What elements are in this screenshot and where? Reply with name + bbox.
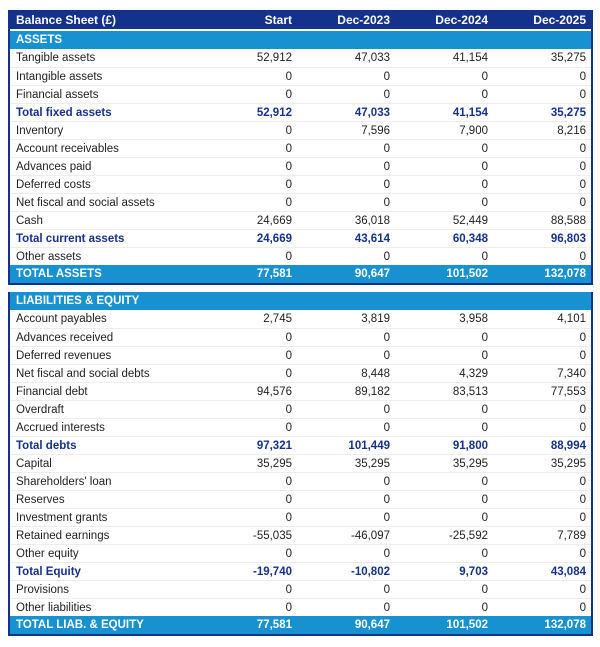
cell-value: 91,800 [452, 439, 488, 452]
cell-value: 0 [285, 250, 292, 263]
row-label: Total debts [16, 439, 77, 452]
table-row [10, 211, 591, 229]
table-row [10, 400, 591, 418]
table-row [10, 193, 591, 211]
table-row [10, 103, 591, 121]
cell-value: 0 [481, 493, 488, 506]
row-label: Overdraft [16, 403, 64, 416]
assets-section [10, 31, 591, 283]
cell-value: 0 [383, 601, 390, 614]
cell-value: 89,182 [354, 385, 390, 398]
row-label: Inventory [16, 124, 64, 137]
row-label: Retained earnings [16, 529, 110, 542]
cell-value: 0 [579, 547, 586, 560]
cell-value: 0 [579, 160, 586, 173]
row-label: Net fiscal and social debts [16, 367, 150, 380]
cell-value: 0 [579, 331, 586, 344]
cell-value: 3,819 [361, 313, 390, 325]
cell-value: 0 [579, 475, 586, 488]
cell-value: 0 [579, 403, 586, 416]
assets-block [8, 10, 593, 285]
cell-value: 0 [383, 511, 390, 524]
cell-value: 0 [285, 421, 292, 434]
cell-value: 0 [481, 88, 488, 101]
cell-value: 0 [481, 178, 488, 191]
cell-value: 0 [383, 475, 390, 488]
row-label: Other assets [16, 250, 82, 263]
cell-value: 0 [579, 601, 586, 614]
cell-value: 0 [383, 349, 390, 362]
table-row [10, 580, 591, 598]
cell-value: 0 [481, 421, 488, 434]
cell-value: 8,216 [557, 124, 586, 137]
row-label: Shareholders' loan [16, 475, 112, 488]
cell-value: 77,553 [550, 385, 586, 398]
cell-value: 77,581 [256, 268, 292, 280]
cell-value: 35,275 [550, 106, 586, 119]
row-label: Deferred costs [16, 178, 91, 191]
table-row [10, 247, 591, 265]
cell-value: 101,502 [446, 268, 488, 280]
section-header-label: LIABILITIES & EQUITY [16, 295, 140, 307]
table-title: Balance Sheet (£) [16, 12, 117, 27]
cell-value: 0 [383, 160, 390, 173]
cell-value: 88,994 [550, 439, 586, 452]
cell-value: 24,669 [256, 214, 292, 227]
cell-value: 7,340 [557, 367, 586, 380]
cell-value: 77,581 [256, 619, 292, 631]
cell-value: 0 [481, 583, 488, 596]
row-label: Other liabilities [16, 601, 92, 614]
table-header-row [10, 10, 591, 31]
cell-value: -25,592 [448, 529, 488, 542]
cell-value: 132,078 [544, 268, 586, 280]
cell-value: 0 [579, 196, 586, 209]
cell-value: 0 [383, 493, 390, 506]
row-label: Net fiscal and social assets [16, 196, 155, 209]
table-row [10, 472, 591, 490]
row-label: Provisions [16, 583, 70, 596]
cell-value: -55,035 [252, 529, 292, 542]
table-row [10, 265, 591, 283]
cell-value: 52,912 [256, 52, 292, 64]
cell-value: -10,802 [350, 565, 390, 578]
cell-value: 0 [481, 349, 488, 362]
row-label: Total current assets [16, 232, 125, 245]
cell-value: 35,295 [354, 457, 390, 470]
cell-value: 0 [579, 178, 586, 191]
cell-value: 24,669 [256, 232, 292, 245]
row-label: Cash [16, 214, 43, 227]
cell-value: 0 [383, 250, 390, 263]
row-label: Total fixed assets [16, 106, 112, 119]
cell-value: 101,502 [446, 619, 488, 631]
cell-value: 0 [285, 70, 292, 83]
table-row [10, 175, 591, 193]
cell-value: 0 [383, 70, 390, 83]
cell-value: 3,958 [459, 313, 488, 325]
cell-value: 90,647 [354, 268, 390, 280]
cell-value: 0 [285, 331, 292, 344]
cell-value: 0 [579, 511, 586, 524]
row-label: Accrued interests [16, 421, 105, 434]
row-label: Intangible assets [16, 70, 103, 83]
table-row [10, 508, 591, 526]
cell-value: 35,275 [550, 52, 586, 64]
table-row [10, 598, 591, 616]
cell-value: 0 [285, 160, 292, 173]
cell-value: 0 [285, 583, 292, 596]
table-row [10, 364, 591, 382]
section-header-label: ASSETS [16, 34, 63, 46]
table-row [10, 436, 591, 454]
table-row [10, 544, 591, 562]
table-row [10, 229, 591, 247]
table-row [10, 157, 591, 175]
row-label: Account payables [16, 313, 107, 325]
cell-value: 0 [285, 547, 292, 560]
cell-value: 0 [481, 403, 488, 416]
column-header-dec-2025: Dec-2025 [533, 12, 586, 27]
cell-value: 35,295 [256, 457, 292, 470]
cell-value: 0 [481, 196, 488, 209]
cell-value: 0 [579, 493, 586, 506]
row-label: Advances received [16, 331, 114, 344]
liabilities-equity-block [8, 292, 593, 636]
cell-value: 88,588 [550, 214, 586, 227]
table-row [10, 454, 591, 472]
cell-value: 0 [285, 493, 292, 506]
row-label: Capital [16, 457, 52, 470]
cell-value: 35,295 [550, 457, 586, 470]
table-row [10, 85, 591, 103]
cell-value: 0 [383, 583, 390, 596]
cell-value: 0 [383, 547, 390, 560]
cell-value: 0 [579, 349, 586, 362]
cell-value: 0 [481, 331, 488, 344]
cell-value: 4,101 [557, 313, 586, 325]
cell-value: 35,295 [452, 457, 488, 470]
cell-value: 94,576 [256, 385, 292, 398]
cell-value: 2,745 [263, 313, 292, 325]
cell-value: 0 [579, 583, 586, 596]
liabilities-equity-section [10, 292, 591, 634]
cell-value: 52,449 [452, 214, 488, 227]
table-row [10, 139, 591, 157]
table-row [10, 382, 591, 400]
row-label: TOTAL ASSETS [16, 268, 102, 280]
cell-value: 0 [285, 367, 292, 380]
cell-value: 0 [285, 349, 292, 362]
table-row [10, 49, 591, 67]
table-row [10, 562, 591, 580]
cell-value: 0 [579, 142, 586, 155]
cell-value: 0 [579, 421, 586, 434]
section-header [10, 292, 591, 310]
cell-value: 41,154 [452, 106, 488, 119]
cell-value: 0 [481, 142, 488, 155]
cell-value: 0 [285, 124, 292, 137]
cell-value: 0 [579, 88, 586, 101]
column-header-dec-2024: Dec-2024 [435, 12, 488, 27]
cell-value: 0 [383, 403, 390, 416]
cell-value: 0 [383, 88, 390, 101]
table-row [10, 67, 591, 85]
table-row [10, 121, 591, 139]
cell-value: 7,789 [557, 529, 586, 542]
cell-value: 0 [285, 403, 292, 416]
column-header-dec-2023: Dec-2023 [337, 12, 390, 27]
cell-value: 0 [383, 178, 390, 191]
cell-value: 43,614 [354, 232, 390, 245]
row-label: Total Equity [16, 565, 81, 578]
cell-value: 0 [285, 88, 292, 101]
cell-value: 132,078 [544, 619, 586, 631]
table-row [10, 328, 591, 346]
cell-value: -19,740 [252, 565, 292, 578]
cell-value: 43,084 [550, 565, 586, 578]
cell-value: 41,154 [452, 52, 488, 64]
cell-value: 0 [481, 250, 488, 263]
column-header-start: Start [264, 12, 292, 27]
row-label: Advances paid [16, 160, 92, 173]
cell-value: 0 [383, 421, 390, 434]
row-label: TOTAL LIAB. & EQUITY [16, 619, 144, 631]
row-label: Deferred revenues [16, 349, 112, 362]
cell-value: 47,033 [354, 52, 390, 64]
row-label: Reserves [16, 493, 65, 506]
table-row [10, 490, 591, 508]
table-row [10, 526, 591, 544]
cell-value: 0 [285, 601, 292, 614]
cell-value: 96,803 [550, 232, 586, 245]
cell-value: 0 [285, 178, 292, 191]
row-label: Financial assets [16, 88, 99, 101]
table-row [10, 310, 591, 328]
cell-value: 0 [579, 250, 586, 263]
cell-value: 0 [285, 142, 292, 155]
cell-value: 36,018 [354, 214, 390, 227]
cell-value: 0 [481, 511, 488, 524]
cell-value: 83,513 [452, 385, 488, 398]
table-row [10, 418, 591, 436]
cell-value: 8,448 [361, 367, 390, 380]
cell-value: 0 [481, 547, 488, 560]
cell-value: 0 [481, 601, 488, 614]
cell-value: 0 [481, 70, 488, 83]
cell-value: 90,647 [354, 619, 390, 631]
cell-value: 60,348 [452, 232, 488, 245]
cell-value: 0 [285, 196, 292, 209]
cell-value: 0 [285, 511, 292, 524]
table-row [10, 346, 591, 364]
row-label: Tangible assets [16, 52, 96, 64]
section-header [10, 31, 591, 49]
table-row [10, 616, 591, 634]
cell-value: 52,912 [256, 106, 292, 119]
row-label: Other equity [16, 547, 79, 560]
cell-value: 0 [383, 142, 390, 155]
cell-value: 9,703 [459, 565, 488, 578]
cell-value: 7,900 [459, 124, 488, 137]
row-label: Financial debt [16, 385, 88, 398]
cell-value: -46,097 [350, 529, 390, 542]
cell-value: 0 [579, 70, 586, 83]
cell-value: 4,329 [459, 367, 488, 380]
cell-value: 0 [383, 331, 390, 344]
cell-value: 0 [481, 160, 488, 173]
balance-sheet-table [8, 10, 593, 636]
cell-value: 97,321 [256, 439, 292, 452]
cell-value: 0 [285, 475, 292, 488]
cell-value: 47,033 [354, 106, 390, 119]
cell-value: 7,596 [361, 124, 390, 137]
cell-value: 0 [383, 196, 390, 209]
row-label: Investment grants [16, 511, 108, 524]
row-label: Account receivables [16, 142, 119, 155]
cell-value: 0 [481, 475, 488, 488]
cell-value: 101,449 [348, 439, 390, 452]
